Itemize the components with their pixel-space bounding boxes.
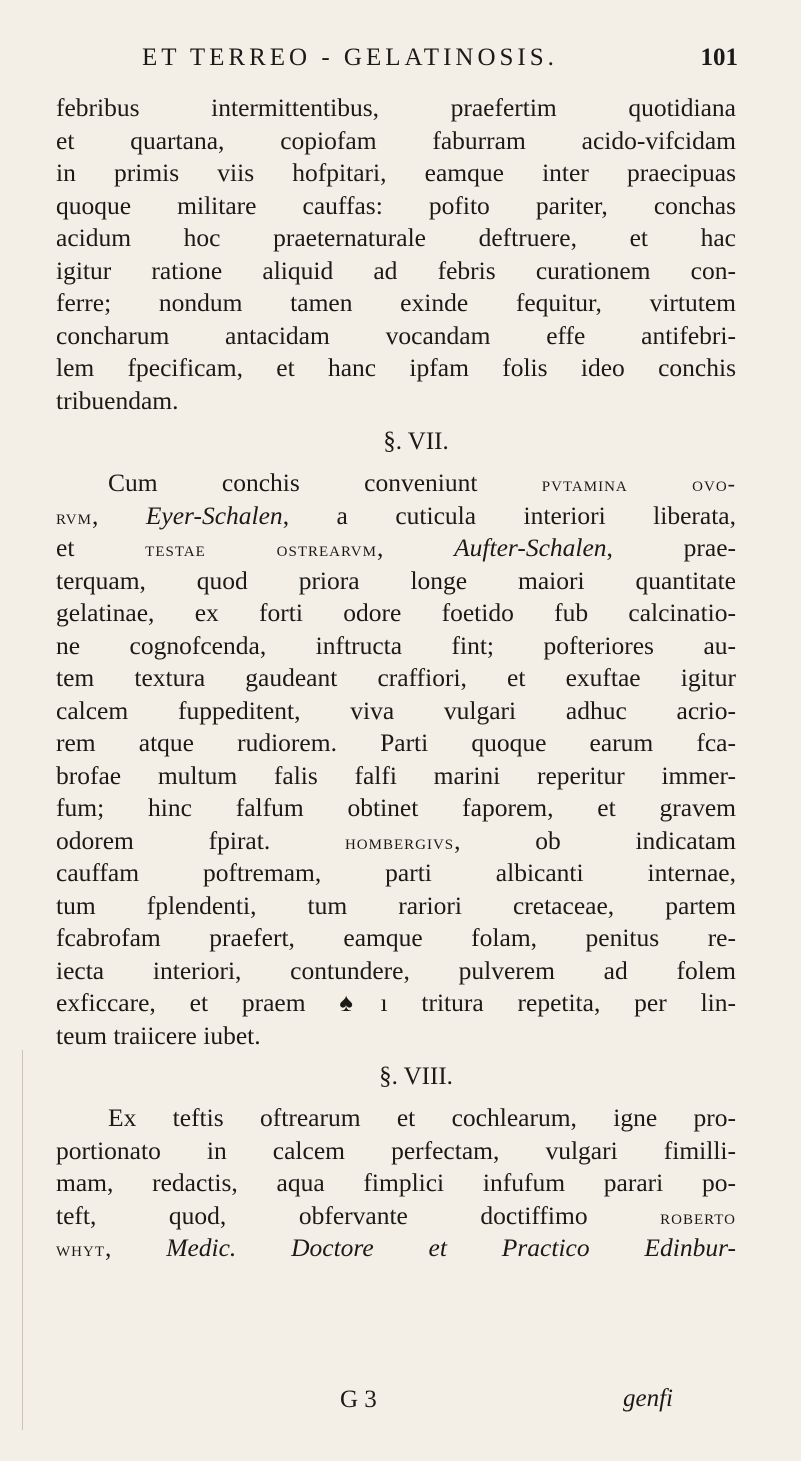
small-caps-name: hombergivs: [344, 828, 455, 854]
text-line: [56, 565, 736, 598]
text-segment: tem textura gaudeant craffiori, et exuftae igitur: [56, 663, 736, 692]
text-line: [56, 1167, 736, 1200]
text-line: [56, 890, 736, 923]
text-line: [56, 857, 736, 890]
text-line: quoque militare cauffas: pofito pariter, conchas: [56, 190, 736, 220]
small-caps-name: rvm: [56, 503, 92, 529]
italic-term: Medic. Doctore et Practico Edinbur-: [166, 1233, 736, 1262]
text-line: [56, 792, 736, 825]
text-segment: , ob indicatam: [454, 825, 736, 855]
italic-term: Eyer-Schalen: [145, 500, 283, 530]
text-segment: fum; hinc falfum obtinet faporem, et gravem: [56, 793, 736, 822]
text-line: concharum antacidam vocandam effe antifebri-: [56, 320, 736, 350]
text-line: [56, 1135, 736, 1168]
text-line: [56, 1020, 736, 1053]
text-line: [56, 760, 736, 793]
text-segment: portionato in calcem perfectam, vulgari fimilli-: [56, 1135, 736, 1165]
text-line: [56, 922, 736, 955]
text-line: [56, 500, 736, 533]
text-segment: tum fplendenti, tum rariori cretaceae, partem: [56, 890, 736, 920]
text-segment: terquam, quod priora longe maiori quantitate: [56, 565, 736, 595]
text-line: [56, 1200, 736, 1233]
text-segment: ne cognofcenda, inftructa fint; pofteriores au-: [56, 630, 736, 660]
paragraph-1: [56, 92, 736, 417]
body-text: [56, 92, 736, 1265]
text-line: [56, 955, 736, 988]
catchword: genfi: [623, 1385, 673, 1412]
running-head: [108, 44, 738, 84]
text-line: ferre; nondum tamen exinde fequitur, virtutem: [56, 288, 736, 317]
text-line: [56, 467, 736, 500]
text-segment: ,: [91, 500, 146, 530]
italic-term: Aufter-Schalen: [454, 533, 607, 562]
text-line: [56, 630, 736, 663]
text-segment: ,: [105, 1233, 167, 1262]
text-segment: , a cuticula interiori liberata,: [282, 500, 736, 530]
section-7-heading: §. VII.: [383, 428, 449, 455]
section-8-text: [56, 1102, 736, 1265]
small-caps-name: roberto: [660, 1203, 736, 1229]
text-segment: teum traiicere iubet.: [56, 1020, 261, 1050]
text-segment: iecta interiori, contundere, pulverem ad folem: [56, 955, 736, 985]
text-segment: Ex teftis oftrearum et cochlearum, igne pro-: [108, 1103, 736, 1132]
signature-mark: G 3: [340, 1386, 377, 1413]
page-edge-shadow: [22, 1050, 23, 1430]
text-line: tribuendam.: [56, 385, 179, 415]
text-segment: brofae multum falis falfi marini reperitur immer-: [56, 760, 736, 790]
text-line: [56, 597, 736, 630]
text-segment: ,: [376, 533, 455, 562]
text-segment: odorem fpirat.: [56, 825, 345, 855]
text-segment: teft, quod, obfervante doctiffimo: [56, 1200, 661, 1230]
text-segment: rem atque rudiorem. Parti quoque earum fca-: [56, 728, 736, 757]
text-line: [56, 1102, 736, 1135]
text-line: [56, 662, 736, 695]
text-segment: gelatinae, ex forti odore foetido fub calcinatio-: [56, 598, 736, 627]
text-segment: et: [56, 533, 146, 562]
text-line: lem fpecificam, et hanc ipfam folis ideo conchis: [56, 353, 736, 382]
text-segment: Cum conchis conveniunt: [108, 468, 542, 497]
text-segment: exficcare, et praem ♠ı tritura repetita, per lin-: [56, 988, 736, 1017]
text-segment: calcem fuppeditent, viva vulgari adhuc acrio-: [56, 695, 736, 725]
text-segment: , prae-: [606, 533, 737, 562]
text-line: in primis viis hofpitari, eamque inter praecipuas: [56, 158, 736, 187]
text-line: acidum hoc praeternaturale deftruere, et hac: [56, 223, 736, 252]
text-line: [56, 532, 736, 565]
text-line: [56, 1232, 736, 1265]
text-segment: cauffam poftremam, parti albicanti internae,: [56, 858, 736, 887]
text-line: febribus intermittentibus, praefertim quotidiana: [56, 93, 736, 122]
text-line: [56, 695, 736, 728]
page-number: 101: [700, 44, 738, 71]
text-line: et quartana, copiofam faburram acido-vifcidam: [56, 125, 736, 155]
small-caps-name: testae ostrearvm: [145, 536, 377, 561]
section-7-text: [56, 467, 736, 1052]
running-head-title: ET TERREO - GELATINOSIS.: [142, 44, 558, 71]
text-line: [56, 987, 736, 1020]
text-line: [56, 727, 736, 760]
section-8-heading: §. VIII.: [379, 1063, 453, 1090]
text-segment: mam, redactis, aqua fimplici infufum parari po-: [56, 1168, 736, 1197]
small-caps-name: whyt: [56, 1236, 105, 1261]
text-line: [56, 825, 736, 858]
text-line: igitur ratione aliquid ad febris curationem con-: [56, 255, 736, 285]
small-caps-name: pvtamina ovo-: [541, 471, 737, 496]
text-segment: fcabrofam praefert, eamque folam, penitus re-: [56, 923, 736, 952]
